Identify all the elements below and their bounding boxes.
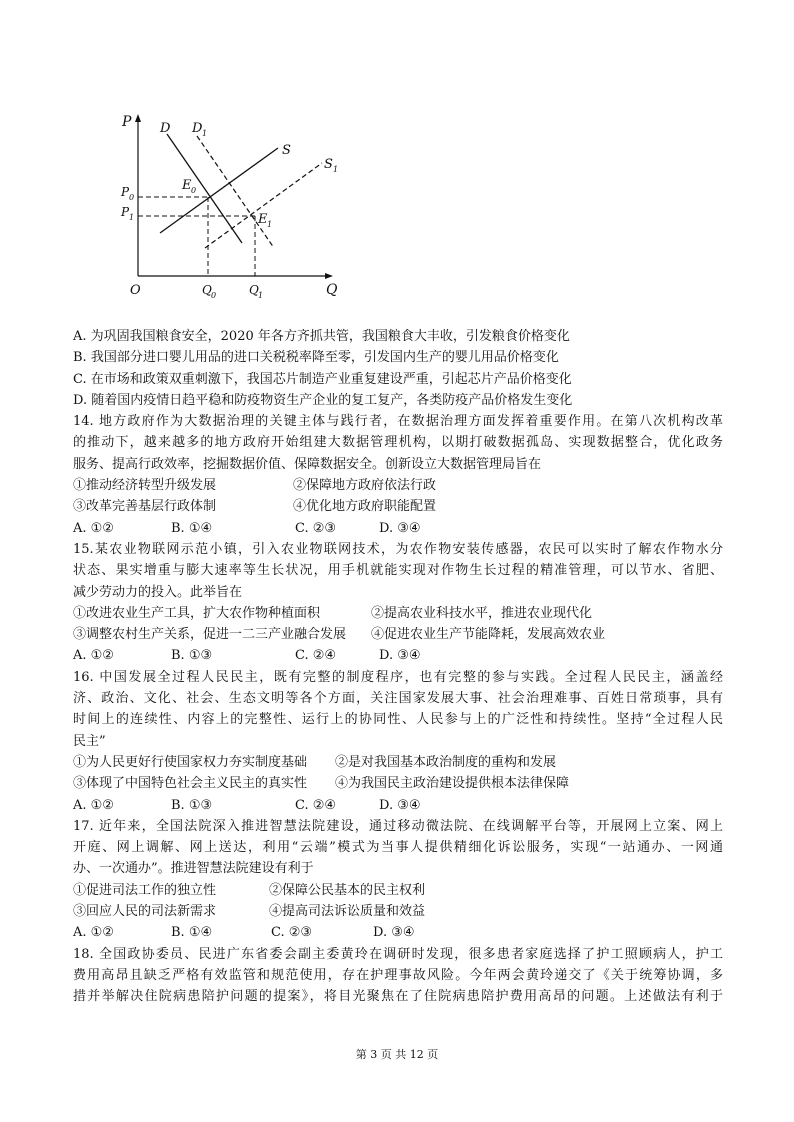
q15-choice-c: C. ②④ <box>295 648 337 664</box>
q1-label: Q <box>249 283 259 297</box>
q14-item: ③改革完善基层行政体制 <box>73 499 217 515</box>
q16-item: ①为人民更好行使国家权力夯实制度基础 <box>73 754 308 770</box>
supply-curve-s1 <box>205 163 322 248</box>
q16-item: ②是对我国基本政治制度的重构和发展 <box>335 754 557 770</box>
s1-sub: 1 <box>333 165 339 174</box>
d1-sub: 1 <box>202 129 208 138</box>
q15-choice-d: D. ③④ <box>379 648 421 664</box>
q15-items-row <box>73 624 723 645</box>
q17-choice-a: A. ①② <box>73 925 114 941</box>
q15-item: ②提高农业科技水平，推进农业现代化 <box>371 605 593 621</box>
q16-choice-b: B. ①③ <box>171 797 213 813</box>
q14-item: ④优化地方政府职能配置 <box>293 499 437 515</box>
demand-curve-d <box>167 134 242 243</box>
q17-stem-line: 开庭、网上调解、网上送达，利用“云端”模式为当事人提供精细化诉讼服务，实现“一站通办、一网通 <box>73 840 723 856</box>
q18-stem-line: 费用高昂且缺乏严格有效监管和规范使用，存在护理事故风险。今年两会黄玲递交了《关于统筹协调，多 <box>73 967 723 983</box>
demand-curve-d1 <box>197 136 274 248</box>
q16-stem-line: 济、政治、文化、社会、生态文明等各个方面，关注国家发展大事、社会治理难事、百姓日常琐事，具有 <box>73 691 723 707</box>
q17-items-row <box>73 901 723 922</box>
q14-choice-d: D. ③④ <box>379 520 421 536</box>
q14-stem-line: 服务、提高行政效率，挖掘数据价值、保障数据安全。创新设立大数据管理局旨在 <box>73 456 542 472</box>
q15-stem-line: 状态、果实增重与膨大速率等生长状况，用手机就能实现对作物生长过程的精准管理，可以节水、省肥、 <box>73 563 723 579</box>
e1-sub: 1 <box>267 220 273 229</box>
q14-choice-a: A. ①② <box>73 520 114 536</box>
q15-choice-b: B. ①③ <box>171 648 213 664</box>
q18-stem-line: 措并举解决住院病患陪护问题的提案》，将目光聚焦在了住院病患陪护费用高昂的问题。上述做法有利于 <box>73 989 723 1005</box>
q17-choice-d: D. ③④ <box>373 925 415 941</box>
q13-option-d: D. 随着国内疫情日趋平稳和防疫物资生产企业的复工复产，各类防疫产品价格发生变化 <box>73 392 573 408</box>
q17-choice-c: C. ②③ <box>271 925 313 941</box>
q17-stem-line: 17. 近年来，全国法院深入推进智慧法院建设，通过移动微法院、在线调解平台等，开展网上立案、网上 <box>73 818 723 834</box>
q15-stem-line: 减少劳动力的投入。此举旨在 <box>73 584 243 600</box>
s1-label: S <box>324 157 333 172</box>
q14-choices-row <box>73 518 723 539</box>
q15-choice-a: A. ①② <box>73 648 114 664</box>
p-axis-arrow <box>135 114 141 122</box>
supply-demand-figure <box>110 108 360 308</box>
q17-item: ③回应人民的司法新需求 <box>73 904 217 920</box>
q17-item: ②保障公民基本的民主权利 <box>269 882 426 898</box>
e1-label: E <box>258 212 268 227</box>
q16-item: ③体现了中国特色社会主义民主的真实性 <box>73 776 308 792</box>
q18-stem-line: 18. 全国政协委员、民进广东省委会副主委黄玲在调研时发现，很多患者家庭选择了护工照顾病人，护工 <box>73 946 723 962</box>
e0-label: E <box>182 178 192 193</box>
q16-choice-c: C. ②④ <box>295 797 337 813</box>
d-label: D <box>160 121 171 136</box>
q15-choices-row <box>73 645 723 666</box>
e0-sub: 0 <box>191 186 197 195</box>
q16-items-row <box>73 752 723 773</box>
q15-stem-line: 15.某农业物联网示范小镇，引入农业物联网技术，为农作物安装传感器，农民可以实时了解农作物水分 <box>73 541 723 557</box>
q14-choice-c: C. ②③ <box>295 520 337 536</box>
q14-items-row <box>73 496 723 517</box>
q0-sub: 0 <box>211 291 217 300</box>
q0-label: Q <box>202 283 212 297</box>
q16-stem-line: 民主” <box>73 733 106 749</box>
q16-stem-line: 时间上的连续性、内容上的完整性、运行上的协同性、人民参与上的广泛性和持续性。坚持“全过程人民 <box>73 712 723 728</box>
q16-stem-line: 16. 中国发展全过程人民民主，既有完整的制度程序，也有完整的参与实践。全过程人民民主，涵盖经 <box>73 669 723 685</box>
q16-choices-row <box>73 795 723 816</box>
page-footer: 第 3 页 共 12 页 <box>355 1048 439 1061</box>
s-label: S <box>282 143 291 158</box>
q17-item: ④提高司法诉讼质量和效益 <box>269 904 426 920</box>
question-body <box>73 326 723 1008</box>
q-axis-label: Q <box>326 282 338 298</box>
p0-sub: 0 <box>129 193 135 202</box>
p0-label: P <box>121 185 130 199</box>
q13-option-a: A. 为巩固我国粮食安全，2020 年各方齐抓共管，我国粮食大丰收，引发粮食价格变化 <box>73 329 570 344</box>
q13-option-b: B. 我国部分进口婴儿用品的进口关税税率降至零，引发国内生产的婴儿用品价格变化 <box>73 350 559 366</box>
p-axis-label: P <box>122 114 132 130</box>
q17-stem-line: 办、一次通办”。推进智慧法院建设有利于 <box>73 861 314 877</box>
q15-items-row <box>73 603 723 624</box>
q14-item: ②保障地方政府依法行政 <box>293 478 437 494</box>
q14-choice-b: B. ①④ <box>171 520 213 536</box>
q14-stem-line: 的推动下，越来越多的地方政府开始组建大数据管理机构，以期打破数据孤岛、实现数据整合，优化政务 <box>73 435 723 451</box>
q17-choice-b: B. ①④ <box>171 925 213 941</box>
q15-item: ④促进农业生产节能降耗，发展高效农业 <box>371 627 606 643</box>
q14-items-row <box>73 475 723 496</box>
q-axis-arrow <box>325 273 333 279</box>
q17-item: ①促进司法工作的独立性 <box>73 882 217 898</box>
q16-choice-a: A. ①② <box>73 797 114 813</box>
q17-choices-row <box>73 922 723 943</box>
q16-choice-d: D. ③④ <box>379 797 421 813</box>
q1-sub: 1 <box>258 291 264 300</box>
supply-demand-graph <box>110 108 360 308</box>
q16-item: ④为我国民主政治建设提供根本法律保障 <box>335 776 570 792</box>
origin-label: O <box>130 283 141 298</box>
q15-item: ③调整农村生产关系，促进一二三产业融合发展 <box>73 627 347 643</box>
d1-label: D <box>192 121 203 136</box>
q13-option-c: C. 在市场和政策双重刺激下，我国芯片制造产业重复建设严重，引起芯片产品价格变化 <box>73 371 572 387</box>
q14-stem-line: 14. 地方政府作为大数据治理的关键主体与践行者，在数据治理方面发挥着重要作用。在第八次机构改革 <box>73 414 723 430</box>
p1-sub: 1 <box>129 213 135 222</box>
q17-items-row <box>73 880 723 901</box>
p1-label: P <box>121 205 130 219</box>
q15-item: ①改进农业生产工具，扩大农作物种植面积 <box>73 605 321 621</box>
q16-items-row <box>73 773 723 794</box>
q14-item: ①推动经济转型升级发展 <box>73 478 217 494</box>
